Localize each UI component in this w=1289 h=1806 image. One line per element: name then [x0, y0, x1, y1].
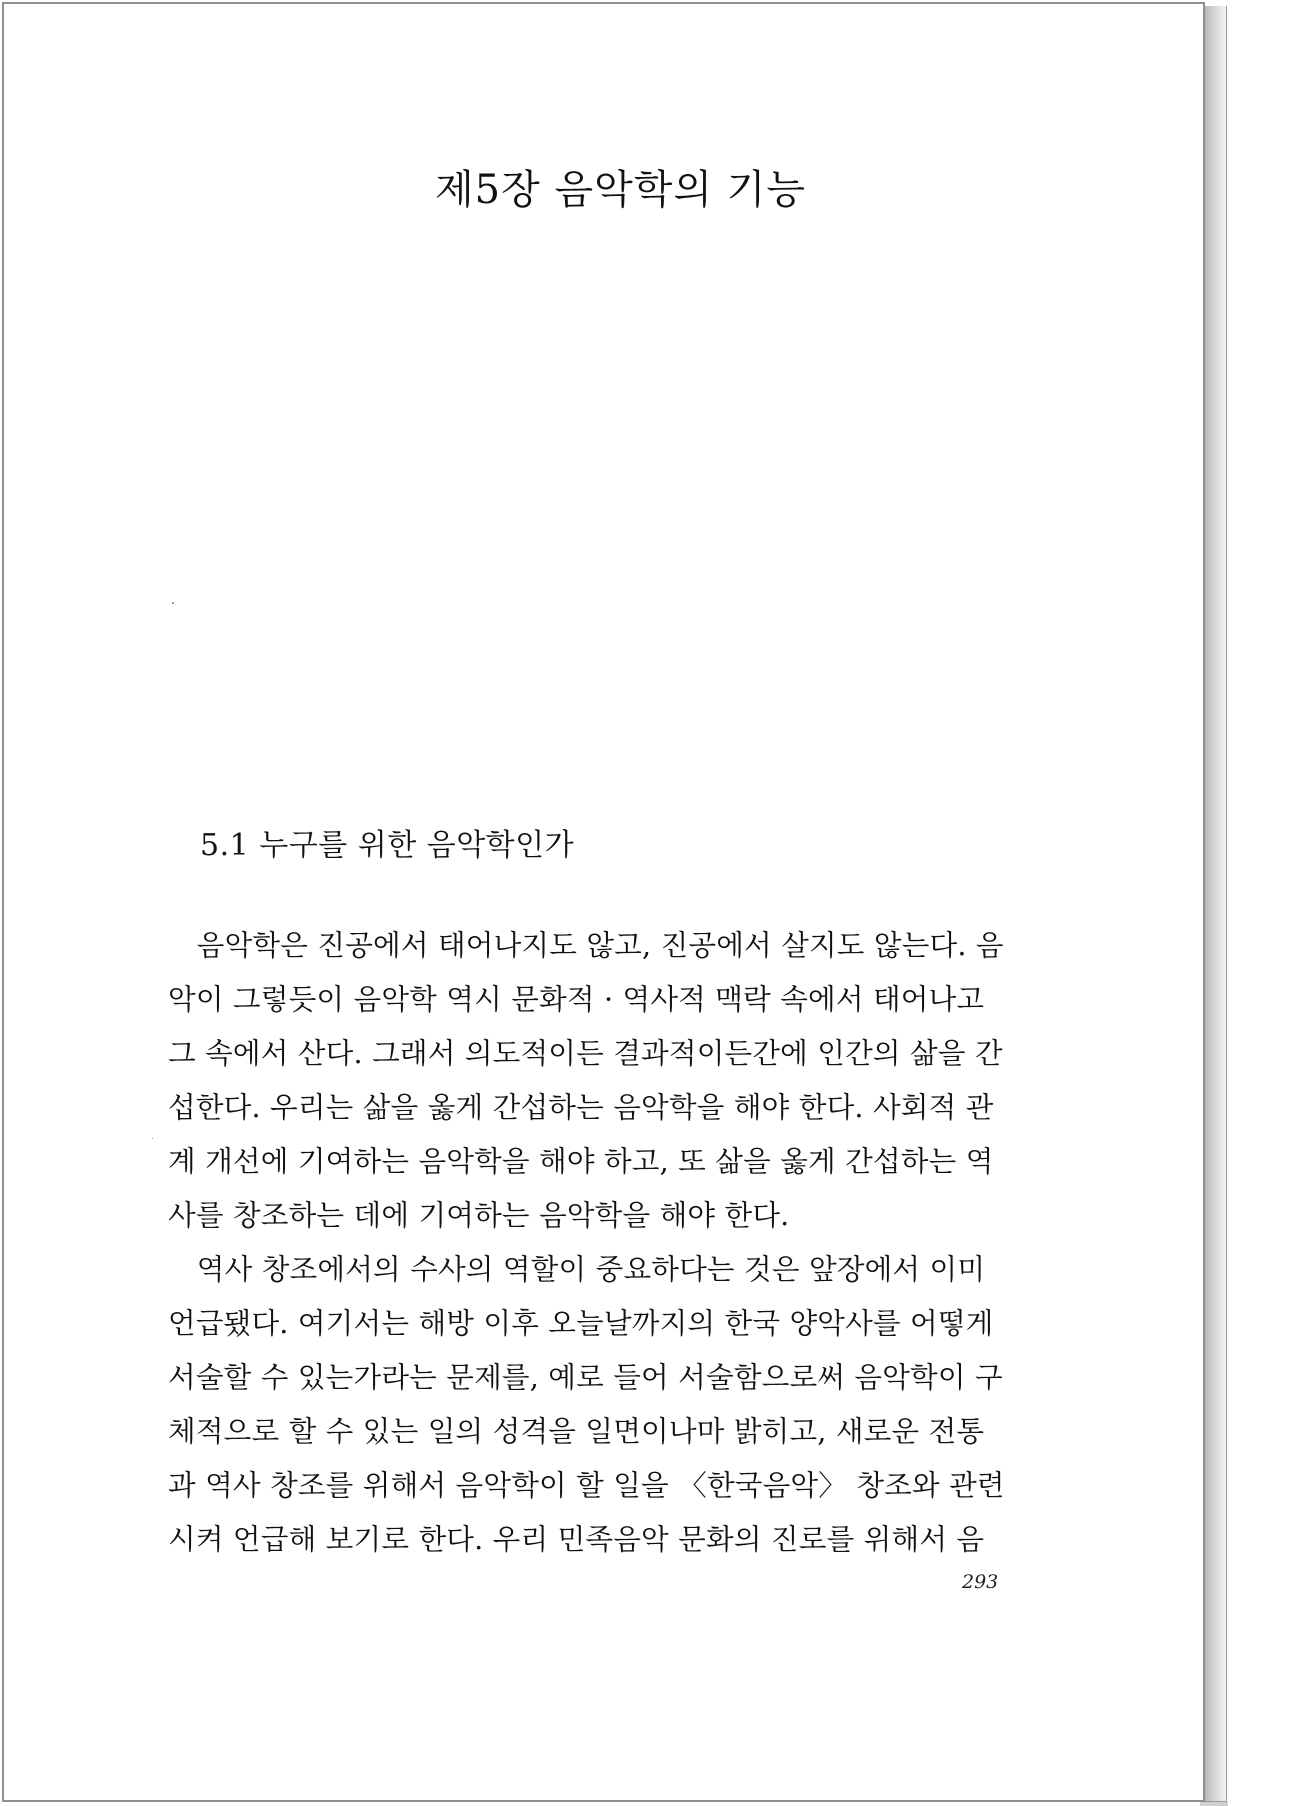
page-stack-edge	[1205, 6, 1227, 1802]
scan-speck	[152, 1138, 153, 1139]
page-stack-shadow	[1200, 1802, 1228, 1806]
body-line: 체적으로 할 수 있는 일의 성격을 일면이나마 밝히고, 새로운 전통	[168, 1414, 985, 1448]
body-line: 그 속에서 산다. 그래서 의도적이든 결과적이든간에 인간의 삶을 간	[168, 1036, 1003, 1070]
scan-speck	[172, 602, 174, 604]
body-line: 시켜 언급해 보기로 한다. 우리 민족음악 문화의 진로를 위해서 음	[168, 1522, 985, 1556]
body-line: 언급됐다. 여기서는 해방 이후 오늘날까지의 한국 양악사를 어떻게	[168, 1306, 994, 1340]
page-number: 293	[962, 1571, 999, 1593]
body-text	[168, 918, 1028, 1566]
body-line: 음악학은 진공에서 태어나지도 않고, 진공에서 살지도 않는다. 음	[168, 928, 1004, 962]
body-line: 과 역사 창조를 위해서 음악학이 할 일을 〈한국음악〉 창조와 관련	[168, 1468, 1005, 1502]
body-line: 악이 그렇듯이 음악학 역시 문화적 · 역사적 맥락 속에서 태어나고	[168, 982, 985, 1016]
body-line: 계 개선에 기여하는 음악학을 해야 하고, 또 삶을 옳게 간섭하는 역	[168, 1144, 994, 1178]
body-line: 섭한다. 우리는 삶을 옳게 간섭하는 음악학을 해야 한다. 사회적 관	[168, 1090, 994, 1124]
body-line: 서술할 수 있는가라는 문제를, 예로 들어 서술함으로써 음악학이 구	[168, 1360, 1003, 1394]
section-heading: 5.1 누구를 위한 음악학인가	[200, 828, 575, 863]
chapter-title: 제5장 음악학의 기능	[435, 167, 806, 213]
body-line: 사를 창조하는 데에 기여하는 음악학을 해야 한다.	[168, 1198, 790, 1232]
body-line: 역사 창조에서의 수사의 역할이 중요하다는 것은 앞장에서 이미	[168, 1252, 986, 1286]
